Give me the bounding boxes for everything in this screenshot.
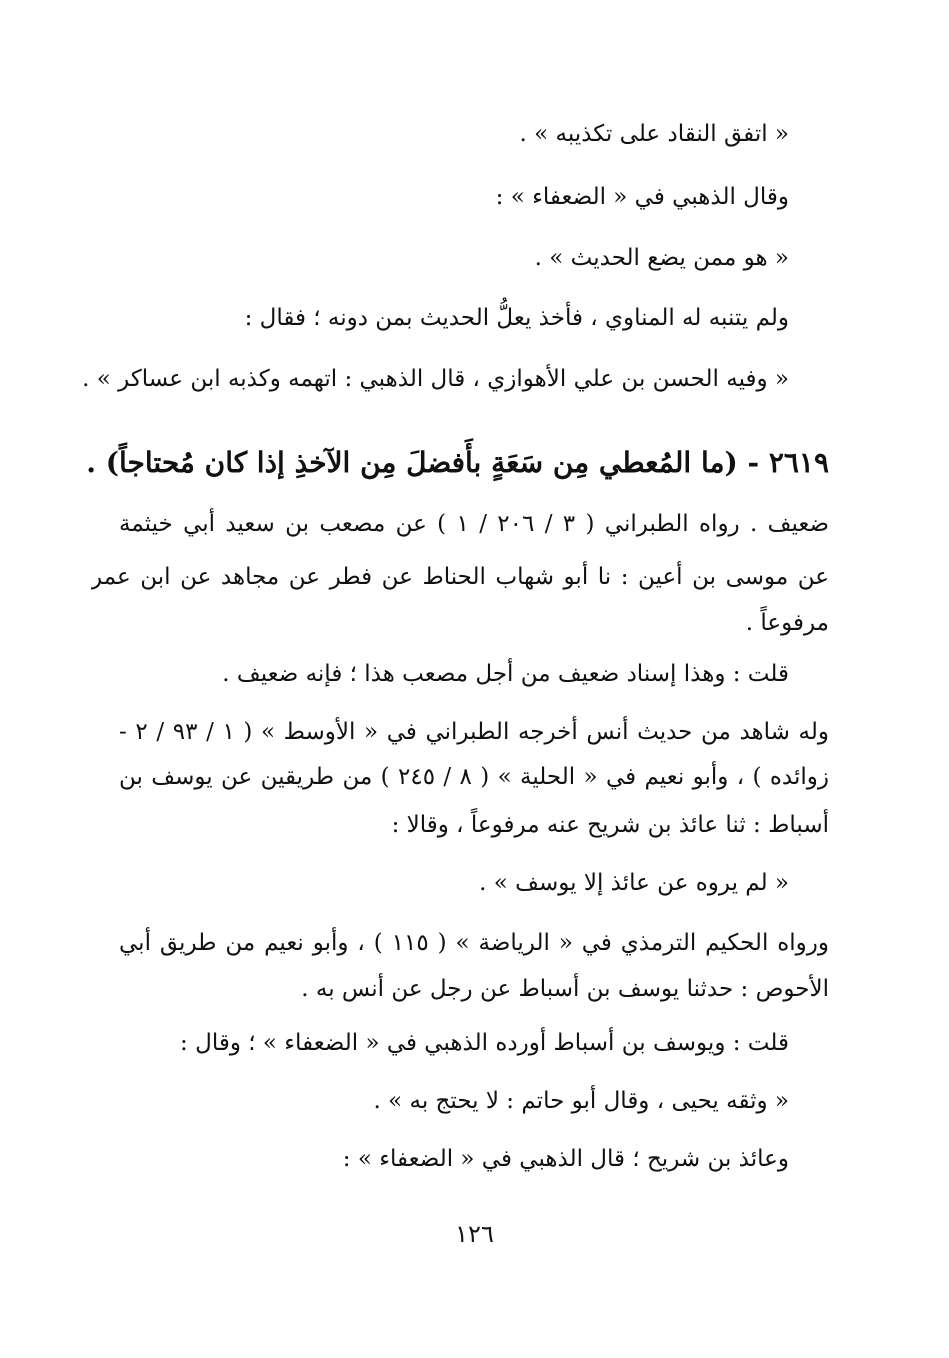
text-line: مرفوعاً . xyxy=(745,610,829,636)
text-line: قلت : وهذا إسناد ضعيف من أجل مصعب هذا ؛ فإنه ضعيف . xyxy=(222,661,789,687)
text-line: « هو ممن يضع الحديث » . xyxy=(534,245,789,271)
text-line: وقال الذهبي في « الضعفاء » : xyxy=(495,184,789,210)
text-line: « لم يروه عن عائذ إلا يوسف » . xyxy=(479,870,789,896)
page-number: ١٢٦ xyxy=(455,1220,494,1248)
text-line: الأحوص : حدثنا يوسف بن أسباط عن رجل عن أنس به . xyxy=(301,976,829,1002)
text-line: عن موسى بن أعين : نا أبو شهاب الحناط عن فطر عن مجاهد عن ابن عمر xyxy=(91,564,829,590)
hadith-heading: ٢٦١٩ - (ما المُعطي مِن سَعَةٍ بأَفضلَ مِن الآخذِ إذا كان مُحتاجاً) . xyxy=(86,446,829,479)
text-line: ولم يتنبه له المناوي ، فأخذ يعلُّ الحديث بمن دونه ؛ فقال : xyxy=(244,305,789,331)
text-line: وله شاهد من حديث أنس أخرجه الطبراني في « الأوسط » ( ١ / ٩٣ / ٢ - xyxy=(119,719,829,745)
text-line: وعائذ بن شريح ؛ قال الذهبي في « الضعفاء » : xyxy=(342,1146,789,1172)
text-line: أسباط : ثنا عائذ بن شريح عنه مرفوعاً ، وقالا : xyxy=(391,812,829,838)
text-line: ضعيف . رواه الطبراني ( ٣ / ٢٠٦ / ١ ) عن مصعب بن سعيد أبي خيثمة xyxy=(119,511,829,537)
text-line: « اتفق النقاد على تكذيبه » . xyxy=(519,121,789,147)
text-line: ورواه الحكيم الترمذي في « الرياضة » ( ١١٥ ) ، وأبو نعيم من طريق أبي xyxy=(119,930,829,956)
text-line: « وثقه يحيى ، وقال أبو حاتم : لا يحتج به » . xyxy=(373,1088,789,1114)
text-line: قلت : ويوسف بن أسباط أورده الذهبي في « الضعفاء » ؛ وقال : xyxy=(180,1030,789,1056)
text-line: « وفيه الحسن بن علي الأهوازي ، قال الذهبي : اتهمه وكذبه ابن عساكر » . xyxy=(82,366,789,392)
text-line: زوائده ) ، وأبو نعيم في « الحلية » ( ٨ / ٢٤٥ ) من طريقين عن يوسف بن xyxy=(119,764,829,790)
